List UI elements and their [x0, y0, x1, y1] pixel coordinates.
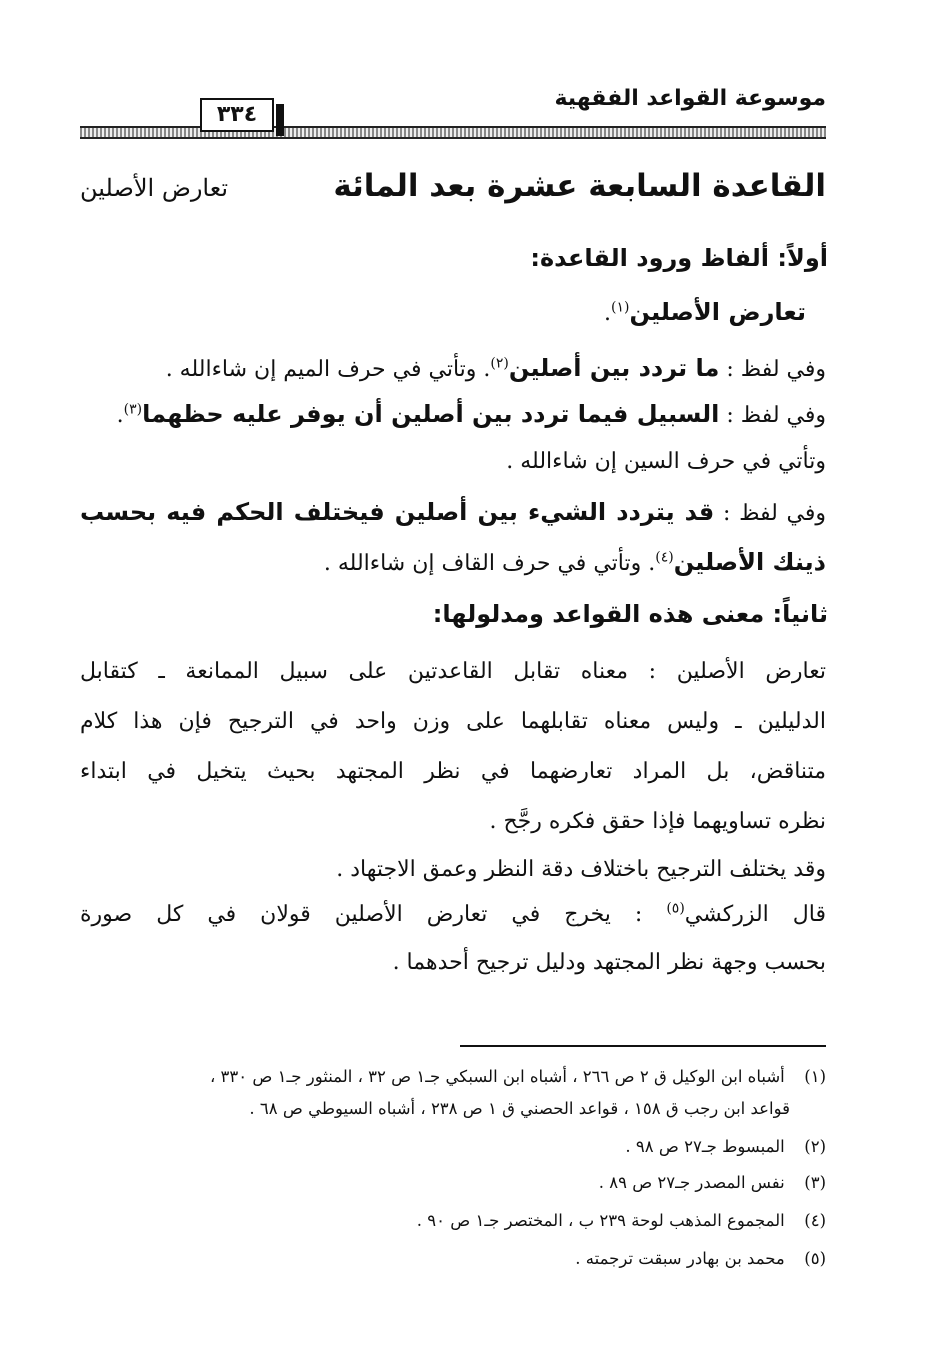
- footnote-ref-1: (١): [611, 299, 630, 316]
- footnote-2: (٢) المبسوط جـ٢٧ ص ٩٨ .: [625, 1137, 826, 1156]
- rule-topic: تعارض الأصلين: [80, 174, 228, 202]
- running-title: موسوعة القواعد الفقهية: [554, 86, 826, 111]
- footnote-5: (٥) محمد بن بهادر سبقت ترجمته .: [575, 1249, 826, 1268]
- section-heading-wordings: أولاً: ألفاظ ورود القاعدة:: [530, 244, 828, 272]
- footnote-3: (٣) نفس المصدر جـ٢٧ ص ٨٩ .: [598, 1173, 826, 1192]
- footnote-ref-4: (٤): [655, 549, 674, 566]
- paragraph-line: الدليلين ـ وليس معناه تقابلهما على وزن واحد في الترجيح فإن هذا كلام: [80, 709, 826, 734]
- footnote-1: (١) أشباه ابن الوكيل ق ٢ ص ٢٦٦ ، أشباه ابن السبكي جـ١ ص ٣٢ ، المنثور جـ١ ص ٣٣٠ ،: [209, 1067, 826, 1086]
- main-term: تعارض الأصلين: [629, 298, 806, 326]
- footnote-ref-5: (٥): [666, 900, 685, 917]
- footnote-ref-2: (٢): [490, 355, 509, 372]
- variant-1: وفي لفظ : ما تردد بين أصلين$^{(٢)}$. وتأتي في حرف الميم إن شاءالله .: [165, 354, 826, 382]
- zarkashi-quote: قال الزركشي$^{(٥)}$ : يخرج في تعارض الأصلين قولان في كل صورة: [80, 900, 826, 927]
- paragraph-line: متناقض، بل المراد تعارضهما في نظر المجتهد بحيث يتخيل في ابتداء: [80, 759, 826, 784]
- variant-2-text: السبيل فيما تردد بين أصلين أن يوفر عليه حظهما: [142, 400, 720, 428]
- header-rule: [80, 126, 826, 139]
- footnote-1-cont: قواعد ابن رجب ق ١٥٨ ، قواعد الحصني ق ١ ص ٢٣٨ ، أشباه السيوطي ص ٦٨ .: [249, 1099, 790, 1118]
- zarkashi-quote-cont: بحسب وجهة نظر المجتهد ودليل ترجيح أحدهما .: [392, 950, 826, 975]
- section-heading-meaning: ثانياً: معنى هذه القواعد ومدلولها:: [432, 600, 828, 628]
- variant-2-cont: وتأتي في حرف السين إن شاءالله .: [506, 449, 826, 474]
- variant-3-text: قد يتردد الشيء بين أصلين فيختلف الحكم فيه بحسب: [80, 498, 715, 526]
- variant-2: وفي لفظ : السبيل فيما تردد بين أصلين أن يوفر عليه حظهما$^{(٣)}$.: [116, 400, 826, 428]
- main-term-line: تعارض الأصلين$^{(١)}$.: [604, 298, 806, 326]
- running-header: [80, 82, 826, 138]
- page-number: ٣٣٤: [200, 98, 274, 132]
- paragraph-line: تعارض الأصلين : معناه تقابل القاعدتين على سبيل الممانعة ـ كتقابل: [80, 659, 826, 684]
- paragraph-2: وقد يختلف الترجيح باختلاف دقة النظر وعمق الاجتهاد .: [336, 857, 826, 882]
- rule-title: القاعدة السابعة عشرة بعد المائة: [333, 168, 826, 204]
- variant-3-cont: ذينك الأصلين$^{(٤)}$. وتأتي في حرف القاف إن شاءالله .: [323, 548, 826, 576]
- footnote-4: (٤) المجموع المذهب لوحة ٢٣٩ ب ، المختصر جـ١ ص ٩٠ .: [416, 1211, 826, 1230]
- footnote-ref-3: (٣): [123, 401, 143, 418]
- variant-3: وفي لفظ : قد يتردد الشيء بين أصلين فيختلف الحكم فيه بحسب: [80, 498, 826, 526]
- footnote-separator: [460, 1045, 826, 1047]
- paragraph-line: نظره تساويهما فإذا حقق فكره رجَّح .: [489, 809, 826, 834]
- variant-1-text: ما تردد بين أصلين: [508, 354, 720, 382]
